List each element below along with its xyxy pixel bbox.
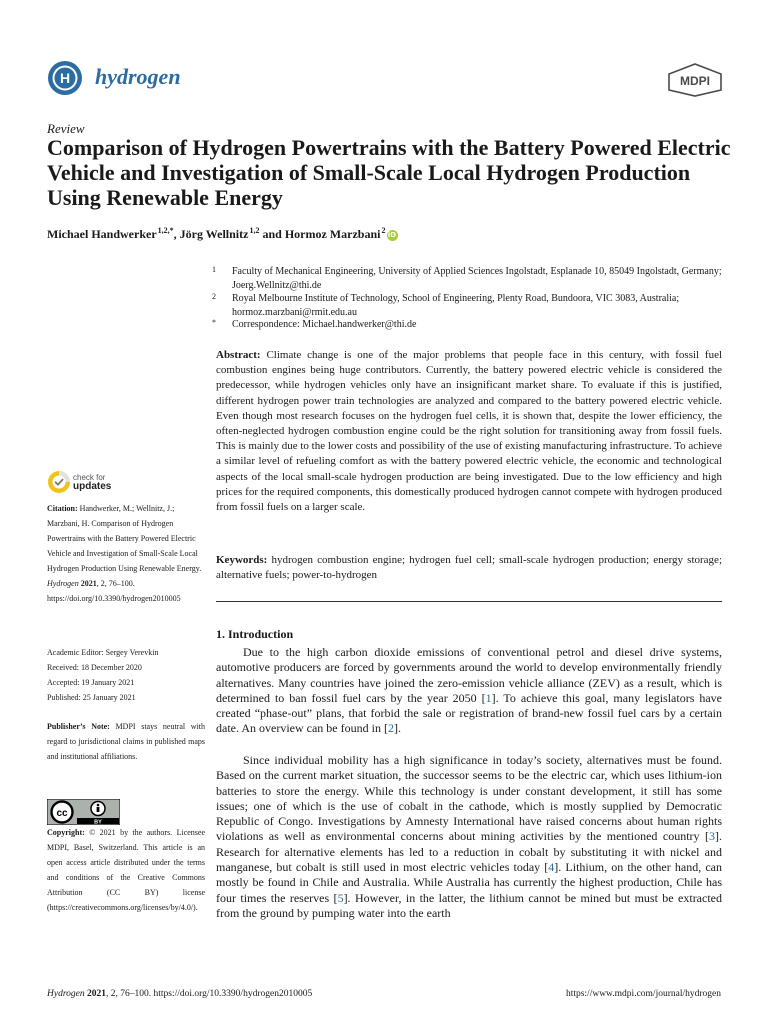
publisher-note-label: Publisher’s Note:	[47, 722, 110, 731]
abstract	[216, 348, 722, 515]
journal-name[interactable]: hydrogen	[95, 64, 181, 89]
correspondence	[212, 318, 722, 332]
footer-doi[interactable]: , 2, 76–100. https://doi.org/10.3390/hydrogen2010005	[106, 989, 313, 999]
paragraph-text: ]. However, in the latter, the lithium cannot be mined but must be extracted from the ground by pumping water into the earth	[216, 890, 722, 920]
body-paragraph	[216, 645, 722, 737]
footer-journal: Hydrogen	[47, 989, 85, 999]
journal-logo-icon	[47, 60, 83, 96]
citation-doi[interactable]: , 2, 76–100. https://doi.org/10.3390/hydrogen2010005	[47, 579, 181, 603]
author-affiliation-mark: 2	[381, 226, 386, 235]
check-for-updates-button[interactable]	[47, 470, 167, 496]
author-separator: ,	[173, 227, 180, 241]
keywords-text: hydrogen combustion engine; hydrogen fuel cell; small-scale hydrogen production; energy storage; alternative fuels; power-to-hydrogen	[216, 554, 722, 582]
cc-by-license-badge-icon[interactable]	[47, 799, 120, 825]
keywords-label: Keywords:	[216, 554, 268, 566]
publisher-logo-icon[interactable]	[667, 63, 723, 97]
published-date: Published: 25 January 2021	[47, 693, 136, 702]
citation-label: Citation:	[47, 504, 78, 513]
cc-by-label: BY	[94, 819, 102, 825]
author-affiliation-mark: 1,2	[249, 226, 260, 235]
abstract-text: Climate change is one of the major problems that people face in this century, with fossil fuel combustion engines being huge contributors. Currently, the battery powered electric vehicle is considered the predecessor, while hydrogen vehicles only have an insignificant market share. To evaluate if this is justified, different hydrogen power train technologies are analyzed and compared to the battery powered electric vehicle. Even though most research focuses on the hydrogen fuel cells, it is shown that, despite the lower efficiency, the often-neglected hydrogen combustion engine could be the right solution for transitioning away from fossil fuels. This is mainly due to the lower costs and possibility of the use of existing manufacturing infrastructure. To achieve a similar level of refueling comfort as with the battery powered electric vehicle, the economic and technological aspects of the local small-scale hydrogen production are being investigated. Due to the low efficiency and high prices for the required components, this domestically produced hydrogen cannot compete with hydrogen produced from fossil fuels on a larger scale.	[216, 349, 723, 514]
section-heading-introduction: 1. Introduction	[216, 627, 294, 641]
affiliation-mark: 1	[212, 265, 216, 274]
author-separator: and	[259, 227, 285, 241]
check-updates-line1: check for	[73, 473, 106, 482]
paragraph-text: ].	[393, 721, 401, 736]
affiliation	[212, 265, 722, 293]
author-name[interactable]: Hormoz Marzbani	[284, 227, 381, 241]
section-divider	[216, 601, 722, 602]
citation-year: 2021	[80, 579, 97, 588]
author-list	[47, 226, 398, 242]
footer-year: 2021	[87, 989, 107, 999]
citation-text: Handwerker, M.; Wellnitz, J.; Marzbani, H. Comparison of Hydrogen Powertrains with the Battery Powered Electric Vehicle and Investigation of Small-Scale Local Hydrogen Production Using Renewable Energy.	[47, 504, 202, 573]
footer-citation	[47, 989, 312, 999]
reference-link[interactable]: 3	[709, 829, 715, 844]
author-affiliation-mark: 1,2,*	[157, 226, 174, 235]
publication-dates	[47, 645, 205, 705]
paragraph-text: Since individual mobility has a high significance in today’s society, alternatives must be found. Based on the current market situation, the successor seems to be the electric car, which uses lithium-ion batteries to store the energy. While this technology is under constant development, it still has some issues; one of which is the use of cobalt in the cathode, which is mostly supplied by Democratic Republic of Congo. Investigations by Amnesty International have raised concerns about human rights violations as well as environmental concerns about mining activities by the mentioned country [	[216, 753, 722, 844]
paragraph-text: ]. Research for alternative elements has led to a reduction in cobalt by substituting it with nickel and manganese, but cobalt is still used in most electric vehicles today [	[216, 829, 722, 875]
academic-editor: Academic Editor: Sergey Verevkin	[47, 648, 159, 657]
orcid-icon[interactable]: iD	[387, 230, 397, 239]
paragraph-text: Due to the high carbon dioxide emissions of conventional petrol and diesel drive systems, automotive producers are forced by governments around the world to develop environmentally friendly alternatives. Many countries have joined the zero-emission vehicle alliance (ZEV) as a result, which is determined to ban fossil fuel cars by the year 2050 [	[216, 645, 722, 705]
paragraph-text: ]. Lithium, on the other hand, can mostly be found in Chile and Australia. While Australia has currently the highest production, Chile has four times the reserves [	[216, 860, 722, 905]
author-name[interactable]: Jörg Wellnitz	[179, 227, 249, 241]
copyright-label: Copyright:	[47, 828, 85, 837]
journal-logo-letter: H	[59, 70, 71, 86]
affiliation-text: Faculty of Mechanical Engineering, University of Applied Sciences Ingolstadt, Esplanade 10, 85049 Ingolstadt, Germany; Joerg.Wellnitz@thi.de	[232, 266, 722, 291]
article-title: Comparison of Hydrogen Powertrains with the Battery Powered Electric Vehicle and Investigation of Small-Scale Local Hydrogen Production Using Renewable Energy	[47, 135, 731, 210]
reference-link[interactable]: 5	[337, 890, 344, 905]
keywords	[216, 553, 722, 583]
check-updates-icon	[47, 470, 71, 494]
article-type: Review	[47, 121, 85, 136]
cc-label: cc	[56, 808, 68, 819]
author-name[interactable]: Michael Handwerker	[47, 227, 157, 241]
publisher-name: MDPI	[680, 74, 710, 88]
citation-journal: Hydrogen	[47, 579, 79, 588]
abstract-label: Abstract:	[216, 349, 261, 361]
reference-link[interactable]: 4	[548, 860, 555, 875]
affiliation-text: Royal Melbourne Institute of Technology, School of Engineering, Plenty Road, Bundoora, VIC 3083, Australia; hormoz.marzbani@rmit.edu.au	[232, 293, 680, 318]
body-paragraph	[216, 753, 722, 921]
reference-link[interactable]: 1	[485, 690, 492, 705]
paragraph-text: ]. To achieve this goal, many legislators have created “phase-out” plans, that forbid the sale or registration of brand-new fossil fuel cars by a certain date. An overview can be found in [	[216, 690, 723, 736]
reference-link[interactable]: 2	[387, 721, 394, 736]
footer-journal-url[interactable]: https://www.mdpi.com/journal/hydrogen	[565, 989, 721, 999]
check-updates-line2: updates	[73, 481, 112, 492]
copyright-notice	[47, 825, 205, 915]
correspondence-text: Correspondence: Michael.handwerker@thi.de	[232, 319, 417, 330]
affiliation-mark: 2	[212, 292, 216, 301]
publisher-note	[47, 719, 205, 764]
citation-block	[47, 501, 205, 606]
accepted-date: Accepted: 19 January 2021	[47, 678, 135, 687]
publisher-note-text: MDPI stays neutral with regard to jurisdictional claims in published maps and institutional affiliations.	[47, 722, 206, 761]
affiliation	[212, 292, 722, 320]
copyright-text: © 2021 by the authors. Licensee MDPI, Basel, Switzerland. This article is an open access article distributed under the terms and conditions of the Creative Commons Attribution (CC BY) license (https://creativecommons.org/licenses/by/4.0/).	[47, 828, 206, 912]
received-date: Received: 18 December 2020	[47, 663, 142, 672]
correspondence-mark: *	[212, 318, 216, 327]
